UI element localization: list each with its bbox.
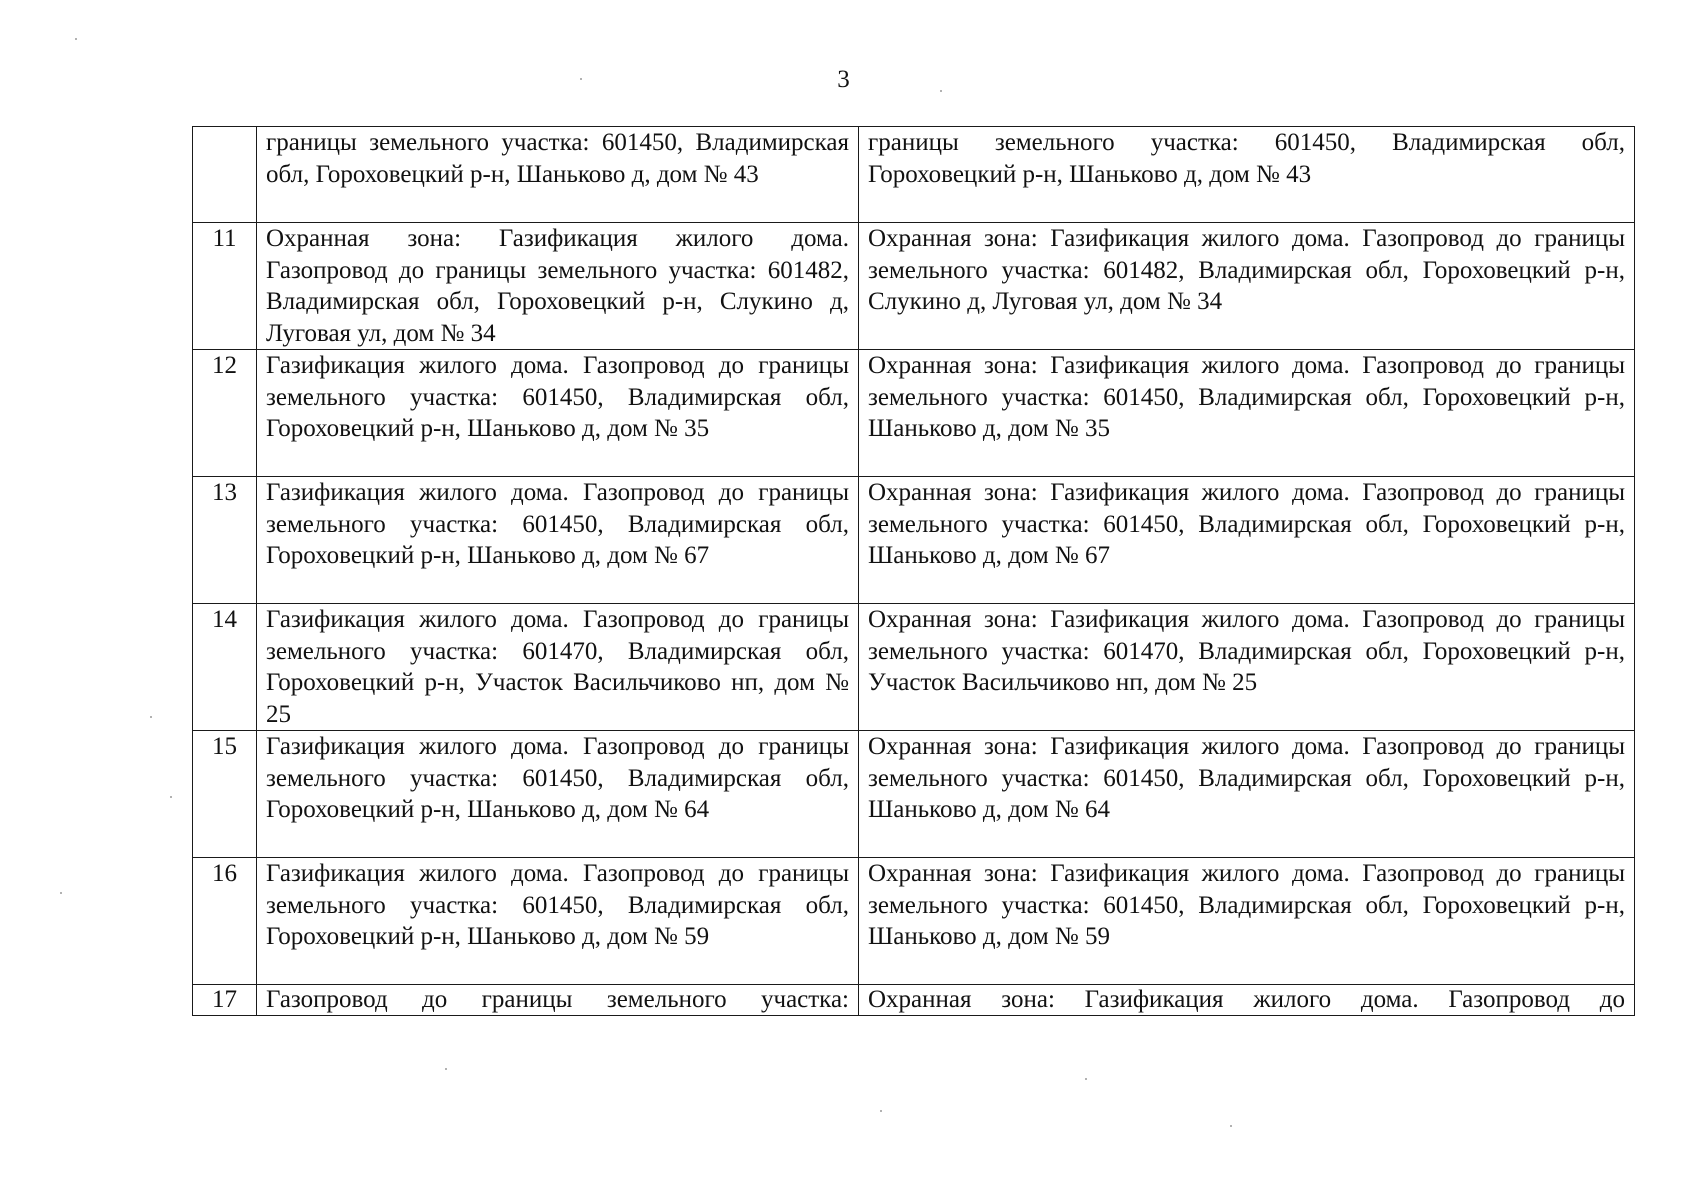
- table-row: [193, 731, 1635, 858]
- row-number: 15: [193, 731, 257, 858]
- scan-speck: [170, 796, 172, 798]
- zone-description: Охранная зона: Газификация жилого дома. Газопровод до границы земельного участка: 601470, Владимирская обл, Гороховецкий р-н, Участок Васильчиково нп, дом № 25: [859, 604, 1635, 731]
- row-number: 12: [193, 350, 257, 477]
- row-number: [193, 127, 257, 223]
- scan-speck: [880, 1110, 882, 1112]
- scan-speck: [150, 716, 152, 718]
- table-row: [193, 985, 1635, 1016]
- scan-speck: [580, 78, 582, 80]
- scan-speck: [75, 38, 77, 40]
- table-row: [193, 477, 1635, 604]
- object-description: Газопровод до границы земельного участка:: [257, 985, 859, 1016]
- zone-description: границы земельного участка: 601450, Владимирская обл, Гороховецкий р-н, Шаньково д, дом № 43: [859, 127, 1635, 223]
- scan-speck: [940, 90, 942, 92]
- zone-description: Охранная зона: Газификация жилого дома. Газопровод до границы земельного участка: 601482, Владимирская обл, Гороховецкий р-н, Слукино д, Луговая ул, дом № 34: [859, 223, 1635, 350]
- object-description: Охранная зона: Газификация жилого дома. Газопровод до границы земельного участка: 601482, Владимирская обл, Гороховецкий р-н, Слукино д, Луговая ул, дом № 34: [257, 223, 859, 350]
- row-number: 11: [193, 223, 257, 350]
- object-description: Газификация жилого дома. Газопровод до границы земельного участка: 601450, Владимирская обл, Гороховецкий р-н, Шаньково д, дом № 64: [257, 731, 859, 858]
- table-row: [193, 127, 1635, 223]
- zone-description: Охранная зона: Газификация жилого дома. Газопровод до: [859, 985, 1635, 1016]
- object-description: Газификация жилого дома. Газопровод до границы земельного участка: 601470, Владимирская обл, Гороховецкий р-н, Участок Васильчиково нп, дом № 25: [257, 604, 859, 731]
- table-row: [193, 604, 1635, 731]
- zone-description: Охранная зона: Газификация жилого дома. Газопровод до границы земельного участка: 601450, Владимирская обл, Гороховецкий р-н, Шаньково д, дом № 64: [859, 731, 1635, 858]
- zone-description: Охранная зона: Газификация жилого дома. Газопровод до границы земельного участка: 601450, Владимирская обл, Гороховецкий р-н, Шаньково д, дом № 35: [859, 350, 1635, 477]
- scan-speck: [60, 892, 62, 894]
- object-description: границы земельного участка: 601450, Владимирская обл, Гороховецкий р-н, Шаньково д, дом № 43: [257, 127, 859, 223]
- scan-speck: [445, 1068, 447, 1070]
- zones-table: [192, 126, 1635, 1016]
- scan-speck: [1085, 1078, 1087, 1080]
- object-description: Газификация жилого дома. Газопровод до границы земельного участка: 601450, Владимирская обл, Гороховецкий р-н, Шаньково д, дом № 35: [257, 350, 859, 477]
- row-number: 13: [193, 477, 257, 604]
- table-row: [193, 350, 1635, 477]
- scan-speck: [1230, 1125, 1232, 1127]
- table-row: [193, 223, 1635, 350]
- zone-description: Охранная зона: Газификация жилого дома. Газопровод до границы земельного участка: 601450, Владимирская обл, Гороховецкий р-н, Шаньково д, дом № 59: [859, 858, 1635, 985]
- row-number: 14: [193, 604, 257, 731]
- page-number: 3: [837, 66, 850, 93]
- row-number: 17: [193, 985, 257, 1016]
- row-number: 16: [193, 858, 257, 985]
- zone-description: Охранная зона: Газификация жилого дома. Газопровод до границы земельного участка: 601450, Владимирская обл, Гороховецкий р-н, Шаньково д, дом № 67: [859, 477, 1635, 604]
- object-description: Газификация жилого дома. Газопровод до границы земельного участка: 601450, Владимирская обл, Гороховецкий р-н, Шаньково д, дом № 59: [257, 858, 859, 985]
- table-row: [193, 858, 1635, 985]
- object-description: Газификация жилого дома. Газопровод до границы земельного участка: 601450, Владимирская обл, Гороховецкий р-н, Шаньково д, дом № 67: [257, 477, 859, 604]
